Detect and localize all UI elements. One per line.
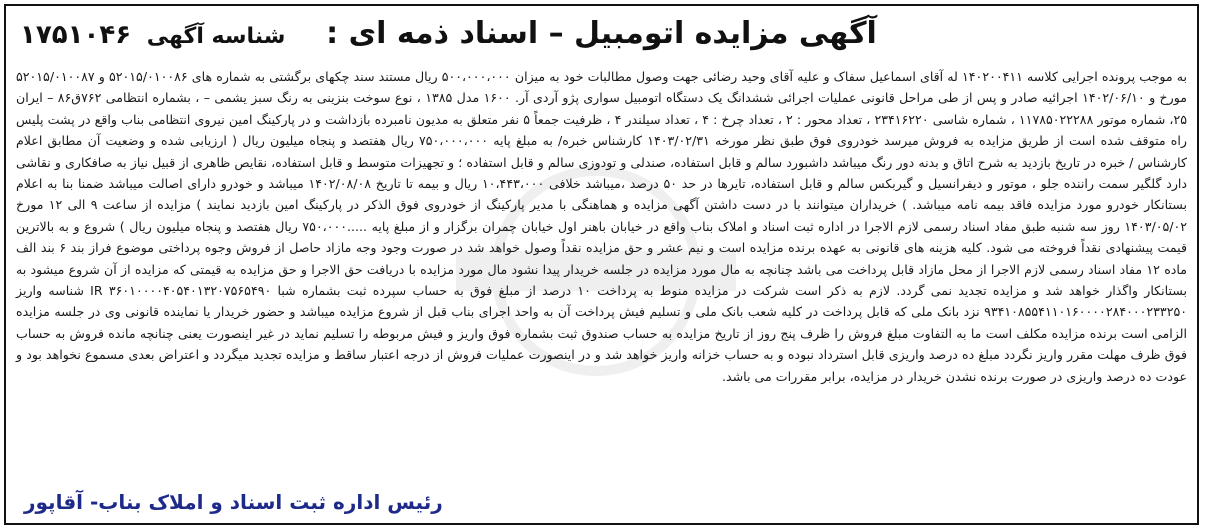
notice-body-text: به موجب پرونده اجرایی کلاسه ۱۴۰۲۰۰۴۱۱ له آقای اسماعیل سفاک و علیه آقای وحید رضائی جهت وصول مطالبات خود به میزان ۵۰۰،۰۰۰،۰۰۰ ریال مستند سند چکهای برگشتی به شماره های ۵۲۰۱۵/۰۱۰۰۸۶ و ۵۲۰۱۵/۰۱۰۰۸۷ مورخ و ۱۴۰۲/۰۶/۱۰ اجرائیه صادر و پس از طی مراحل قانونی عملیات اجرائی ششدانگ یک دستگاه اتومبیل سواری پژو آردی آر. ۱۶۰۰ مدل ۱۳۸۵ ، نوع سوخت بنزینی به رنگ سبز یشمی – ، بشماره انتظامی ۷۶۲ق۸۶ – ایران ۲۵، شماره موتور ۱۱۷۸۵۰۲۲۲۸۸ ، شماره شاسی ۲۳۴۱۶۲۲۰ ، تعداد محور : ۲ ، تعداد چرخ : ۴ ، تعداد سیلندر ۴ ، ظرفیت جمعاً ۵ نفر متعلق به مدیون نامبرده بازداشت و در پارکینگ امین نیروی انتظامی بناب واقع در پشت پلیس راه متوقف شده است از طریق مزایده به فروش میرسد خودروی فوق طبق نظر مورخه ۱۴۰۳/۰۲/۳۱ کارشناس خبره/ به مبلغ پایه ۷۵۰،۰۰۰،۰۰۰ ریال هفتصد و پنجاه میلیون ریال ( ارزیابی شده و وضعیت آن مطابق اعلام کارشناس / خبره در تاریخ بازدید به شرح اتاق و بدنه دور رنگ میباشد داشبورد سالم و قابل استفاده، صندلی و تودوزی سالم و قابل استفاده ؛ و تجهیزات متوسط و قابل استفاده، نقایص ظاهری از قبیل نیاز به صافکاری و نقاشی دارد گلگیر سمت راننده جلو ، موتور و دیفرانسیل و گیربکس سالم و قابل استفاده، تایرها در حد ۵۰ درصد ،میباشد خلافی ۱۰،۴۴۳،۰۰۰ ریال و بیمه تا تاریخ ۱۴۰۲/۰۸/۰۸ میباشد و خودرو دارای اصالت میباشد ضمنا بنا به اعلام بستانکار خودرو مورد مزایده فاقد بیمه نامه میباشد. ) خریداران میتوانند با در دست داشتن آگهی مزایده و هماهنگی با مدیر پارکینگ از خودروی فوق الذکر در پارکینگ امین بازدید نمایند ) مزایده از ساعت ۹ الی ۱۲ مورخ ۱۴۰۳/۰۵/۰۲ روز سه شنبه طبق مفاد اسناد رسمی لازم الاجرا در اداره ثبت اسناد و املاک بناب واقع در خیابان باهنر اول خیابان چمران برگزار و از مبلغ پایه .....۷۵۰،۰۰۰ ریال هفتصد و پنجاه میلیون ریال ) شروع و به بالاترین قیمت پیشنهادی نقداً فروخته می شود. کلیه هزینه های قانونی به عهده برنده مزایده است و نیم عشر و حق مزایده نقداً وصول خواهد شد در صورت وجود وجه مازاد حاصل از فروش وجوه پرداختی موضوع فراز بند ۶ بند الف ماده ۱۲ مفاد اسناد رسمی لازم الاجرا از محل مازاد قابل پرداخت می باشد چنانچه به مال مورد مزایده در جلسه خریدار پیدا نشود مال مورد مزایده با دریافت حق الاجرا و حق مزایده به قیمتی که مزایده از آن شروع میشود به بستانکار واگذار خواهد شد و مزایده تجدید نمی گردد. لازم به ذکر است شرکت در مزایده منوط به پرداخت ۱۰ درصد از مبلغ فوق به حساب سپرده ثبت بشماره شبا IR ۳۶۰۱۰۰۰۰۴۰۵۴۰۱۳۲۰۷۵۶۵۴۹۰ شناسه واریز ۹۳۴۱۰۸۵۵۴۱۱۰۱۶۰۰۰۰۲۸۴۰۰۰۲۳۳۲۵۰ نزد بانک ملی که قابل پرداخت در کلیه شعب بانک ملی و تسلیم فیش پرداخت آن به واحد اجرای بناب قبل از شروع مزایده میباشد و حضور خریدار یا نماینده قانونی وی در جلسه مزایده الزامی است برنده مزایده مکلف است ما به التفاوت مبلغ فروش را ظرف پنج روز از تاریخ مزایده به حساب صندوق ثبت بشماره فوق واریز و فیش مربوطه را تسلیم نماید در غیر اینصورت یعنی چنانچه مانده فروش به حساب فوق ظرف مهلت مقرر واریز نگردد مبلغ ده درصد واریزی قابل استرداد نبوده و به حساب خزانه واریز خواهد شد و در اینصورت عملیات فروش از درجه اعتبار ساقط و مزایده تجدید میگردد و اعتراض بعدی مسموع نخواهد بود و عودت ده درصد واریزی در صورت برنده نشدن خریدار در مزایده، برابر مقررات می باشد. xyxy=(16,69,1188,384)
signature: رئیس اداره ثبت اسناد و املاک بناب- آقاپور xyxy=(24,490,443,514)
notice-frame xyxy=(4,4,1199,525)
ad-id-number: ۱۷۵۱۰۴۶ xyxy=(20,20,132,50)
notice-header xyxy=(6,10,1197,58)
ad-id-label: شناسه آگهی xyxy=(146,24,286,49)
notice-title: آگهی مزایده اتومبیل – اسناد ذمه ای : xyxy=(326,16,877,51)
notice-body xyxy=(16,66,1187,387)
